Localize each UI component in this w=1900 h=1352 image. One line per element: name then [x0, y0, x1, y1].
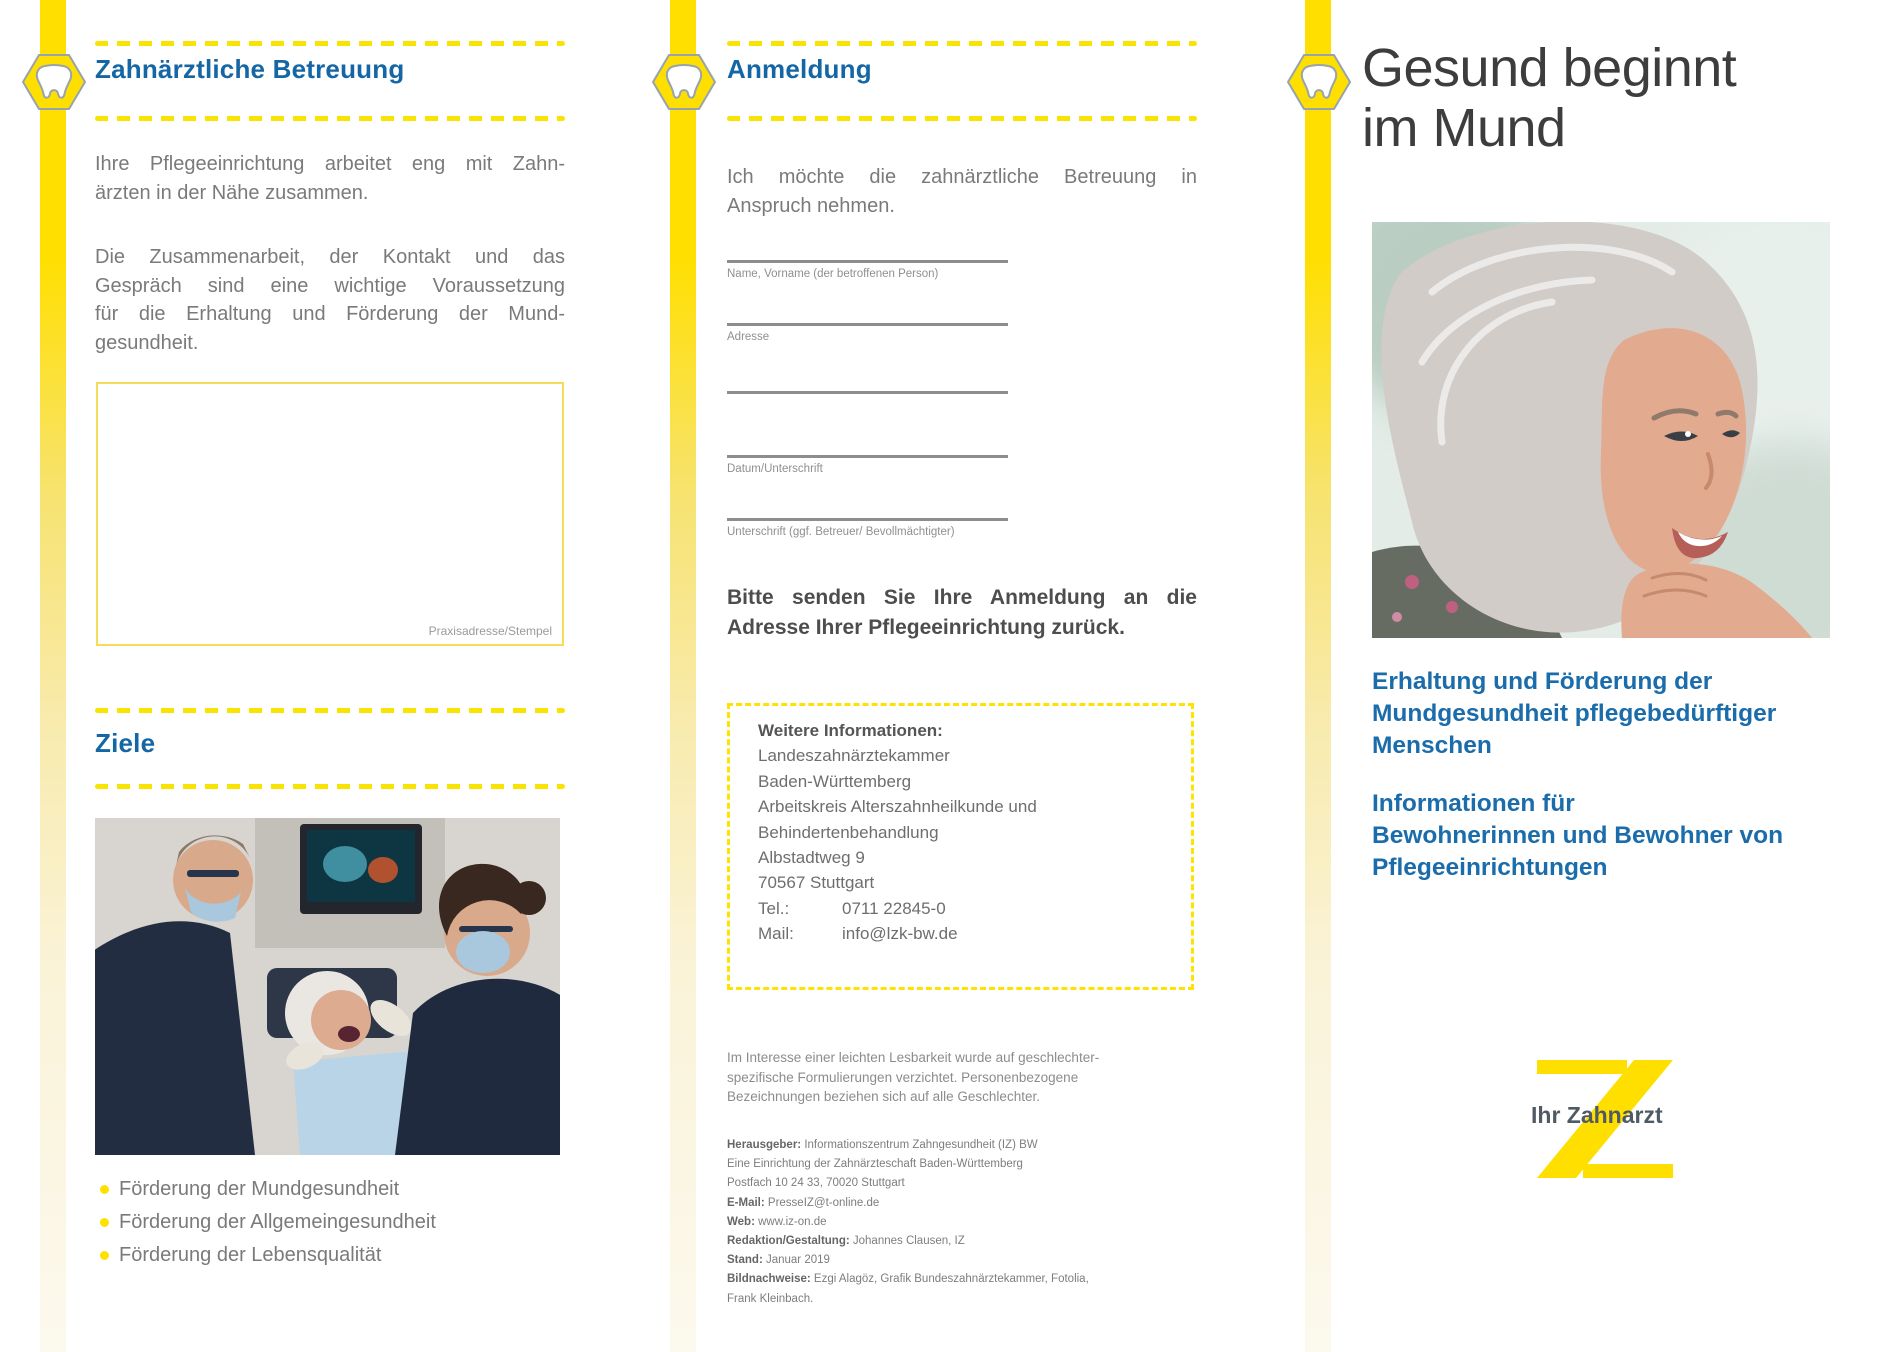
imprint-label: Herausgeber: [727, 1139, 802, 1151]
care-paragraph-2 [95, 243, 565, 357]
practice-stamp-box [96, 382, 564, 646]
photo-dental-treatment [95, 818, 560, 1155]
dashed-rule [727, 116, 1197, 121]
address-line: Baden-Württemberg [758, 771, 912, 791]
text-line: Bewohnerinnen und Bewohner von [1372, 822, 1784, 849]
title-line: Gesund beginnt [1362, 38, 1737, 98]
stamp-box-label: Praxisadresse/Stempel [428, 624, 552, 638]
text-line: Ihre Pflegeeinrichtung arbeitet eng mit Zahn- [95, 153, 565, 175]
address-line: Arbeitskreis Alterszahnheilkunde und [758, 797, 1037, 817]
imprint-line [727, 1194, 1207, 1213]
form-label: Name, Vorname (der betroffenen Person) [727, 268, 939, 280]
send-back-note [727, 583, 1197, 643]
text-line: Bezeichnungen beziehen sich auf alle Geschlechter. [727, 1089, 1040, 1104]
text-line: Pflegeeinrichtungen [1372, 854, 1608, 881]
title-line: im Mund [1362, 98, 1566, 158]
imprint-text: Informationszentrum Zahngesundheit (IZ) BW [801, 1139, 1038, 1151]
dashed-rule [95, 116, 565, 121]
goal-list-item [95, 1244, 565, 1276]
section-heading-anmeldung: Anmeldung [727, 54, 872, 84]
cover-subtitle-1 [1372, 666, 1862, 762]
gender-disclaimer [727, 1048, 1207, 1107]
imprint-block [727, 1136, 1207, 1309]
text-line: Bitte senden Sie Ihre Anmeldung an die [727, 586, 1197, 609]
imprint-text: Eine Einrichtung der Zahnärzteschaft Baden-Württemberg [727, 1158, 1023, 1171]
dashed-rule [95, 708, 565, 713]
imprint-text: PresseIZ@t-online.de [764, 1196, 880, 1209]
photo-elderly-woman [1372, 222, 1830, 638]
imprint-label: Redaktion/Gestaltung: [727, 1235, 850, 1248]
imprint-text: www.iz-on.de [754, 1215, 827, 1228]
panel1-yellow-bar [40, 0, 66, 1352]
text-line: Gespräch sind eine wichtige Voraussetzung [95, 274, 565, 297]
mail-row [758, 921, 1178, 946]
mail-label: Mail: [758, 924, 794, 944]
text-line: Adresse Ihrer Pflegeeinrichtung zurück. [727, 616, 1125, 639]
text-line: Mundgesundheit pflegebedürftiger [1372, 700, 1777, 727]
panel3-yellow-bar [1305, 0, 1331, 1352]
form-line-guardian-signature [727, 518, 1008, 521]
imprint-text: Frank Kleinbach. [727, 1292, 814, 1305]
imprint-line [727, 1232, 1207, 1251]
address-line: Behindertenbehandlung [758, 822, 939, 842]
text-line: Ich möchte die zahnärztliche Betreuung in [727, 166, 1197, 188]
imprint-text: Ezgi Alagöz, Grafik Bundeszahnärztekammer, Fotolia, [810, 1273, 1089, 1286]
imprint-line [727, 1213, 1207, 1232]
imprint-line [727, 1270, 1207, 1289]
goal-list-item [95, 1211, 565, 1243]
text-line: Im Interesse einer leichten Lesbarkeit wurde auf geschlechter- [727, 1050, 1100, 1065]
form-label: Adresse [727, 331, 770, 343]
further-info-content [758, 718, 1178, 947]
form-line-address [727, 323, 1008, 326]
phone-number: 0711 22845-0 [842, 898, 946, 918]
further-info-box [727, 703, 1194, 990]
goal-text: Förderung der Mundgesundheit [119, 1178, 400, 1200]
dashed-rule [727, 41, 1197, 46]
section-heading-ziele: Ziele [95, 728, 156, 758]
info-box-title: Weitere Informationen: [758, 721, 943, 740]
form-line-address2 [727, 391, 1008, 394]
goal-list-item [95, 1178, 565, 1210]
phone-label: Tel.: [758, 898, 790, 918]
imprint-text: Johannes Clausen, IZ [849, 1235, 965, 1248]
text-line: Menschen [1372, 732, 1492, 759]
imprint-text: Januar 2019 [762, 1254, 830, 1267]
zahnarzt-logo-text: Ihr Zahnarzt [1531, 1102, 1663, 1128]
bullet-dot-icon [100, 1218, 109, 1227]
text-line: Die Zusammenarbeit, der Kontakt und das [95, 246, 565, 268]
tooth-hexagon-icon [1286, 52, 1352, 112]
section-heading-betreuung: Zahnärztliche Betreuung [95, 54, 405, 84]
text-line: spezifische Formulierungen verzichtet. Personenbezogene [727, 1069, 1079, 1085]
tooth-hexagon-icon [21, 52, 87, 112]
imprint-label: Stand: [727, 1254, 763, 1267]
tooth-hexagon-icon [651, 52, 717, 112]
imprint-label: Bildnachweise: [727, 1273, 811, 1286]
bullet-dot-icon [100, 1185, 109, 1194]
dashed-rule [95, 784, 565, 789]
cover-subtitle-2 [1372, 788, 1862, 884]
imprint-label: Web: [727, 1215, 755, 1228]
goal-text: Förderung der Allgemeingesundheit [119, 1211, 436, 1233]
cover-title [1362, 38, 1882, 158]
bullet-dot-icon [100, 1251, 109, 1260]
text-line: Anspruch nehmen. [727, 194, 895, 217]
register-intro [727, 163, 1197, 220]
address-line: 70567 Stuttgart [758, 873, 875, 893]
phone-row [758, 896, 1178, 921]
form-line-date-signature [727, 455, 1008, 458]
form-label: Unterschrift (ggf. Betreuer/ Bevollmächtigter) [727, 526, 955, 538]
text-line: gesundheit. [95, 331, 199, 354]
mail-address: info@lzk-bw.de [842, 924, 958, 944]
address-line: Albstadtweg 9 [758, 848, 865, 868]
care-paragraph-1 [95, 150, 565, 207]
text-line: Erhaltung und Förderung der [1372, 668, 1713, 695]
panel2-yellow-bar [670, 0, 696, 1352]
imprint-line [727, 1290, 1207, 1309]
imprint-line [727, 1136, 1207, 1155]
imprint-line [727, 1251, 1207, 1270]
text-line: ärzten in der Nähe zusammen. [95, 181, 369, 204]
imprint-label: E-Mail: [727, 1196, 765, 1209]
text-line: Informationen für [1372, 790, 1575, 817]
goal-text: Förderung der Lebensqualität [119, 1244, 382, 1266]
form-label: Datum/Unterschrift [727, 463, 823, 475]
imprint-line [727, 1155, 1207, 1174]
address-line: Landeszahnärztekammer [758, 746, 950, 766]
dashed-rule [95, 41, 565, 46]
form-line-name [727, 260, 1008, 263]
imprint-text: Postfach 10 24 33, 70020 Stuttgart [727, 1177, 905, 1190]
imprint-line [727, 1174, 1207, 1193]
text-line: für die Erhaltung und Förderung der Mund- [95, 303, 565, 325]
